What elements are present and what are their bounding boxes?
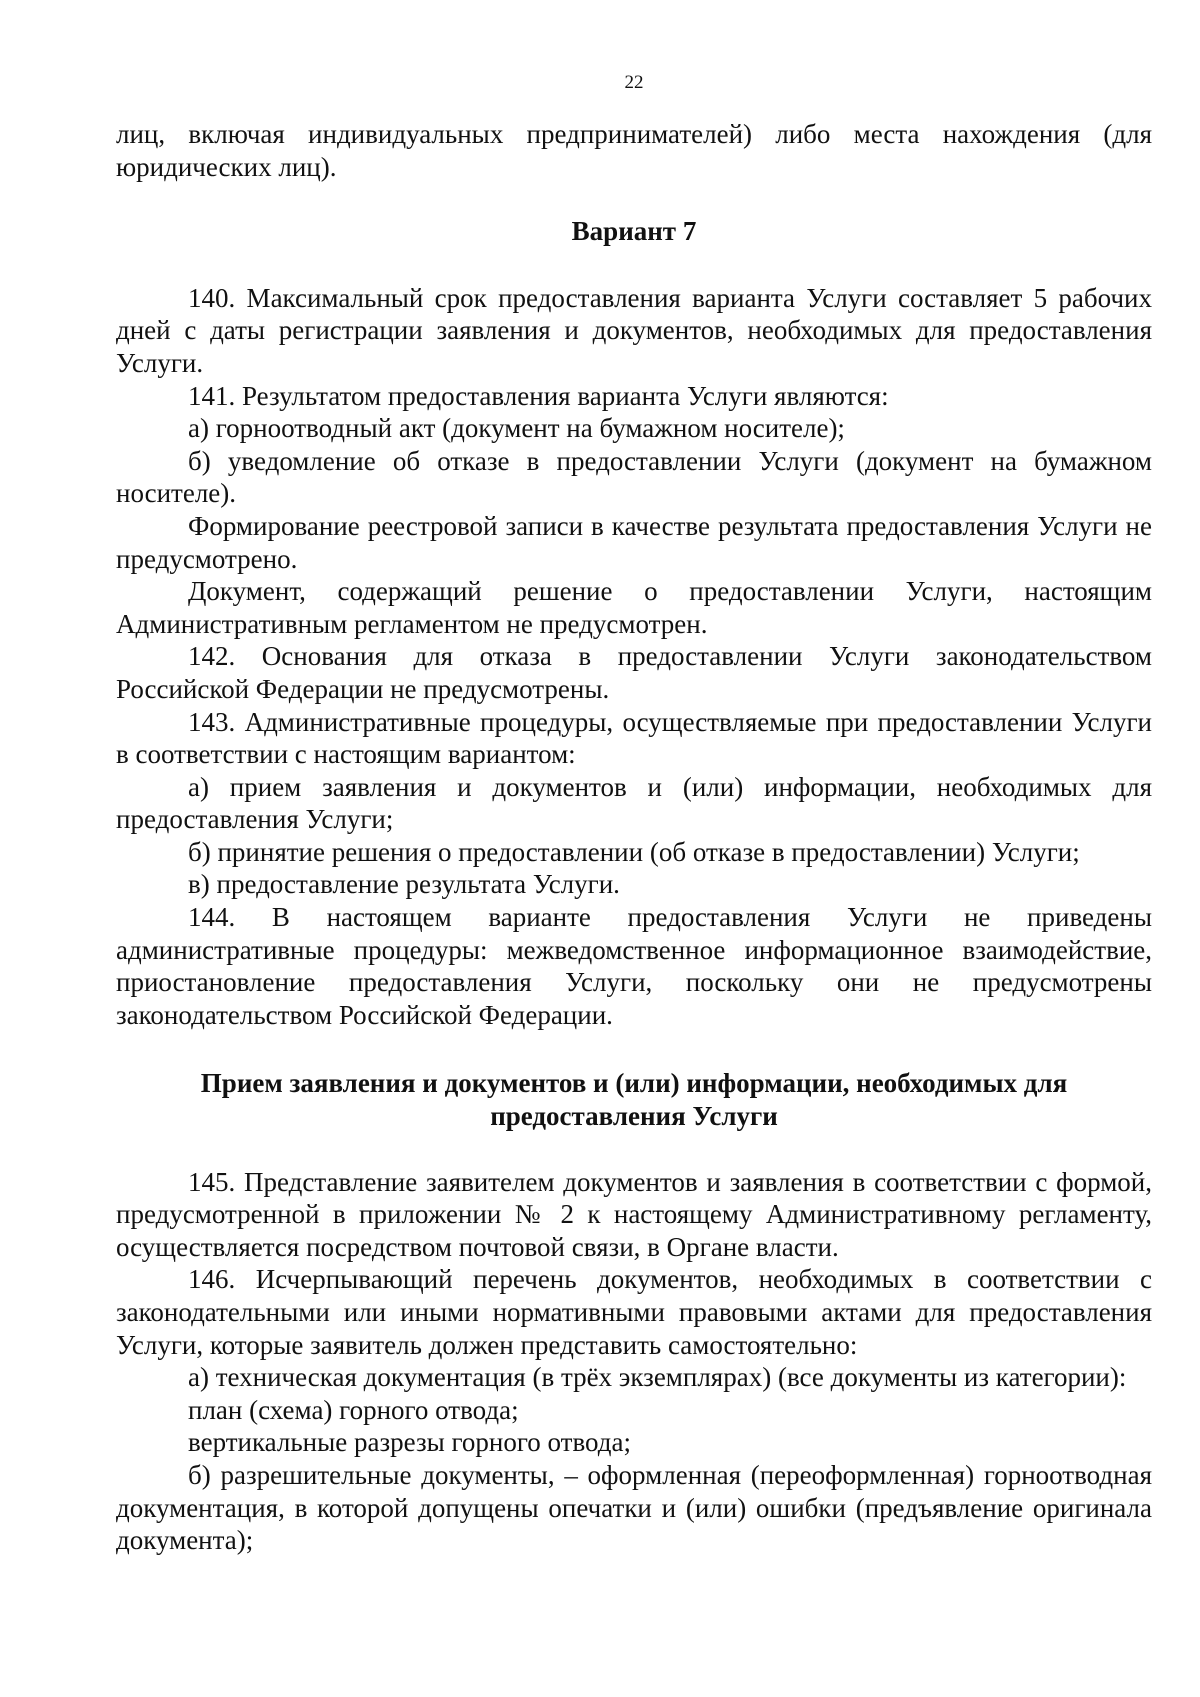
- list-item-143-b: б) принятие решения о предоставлении (об отказе в предоставлении) Услуги;: [188, 836, 1080, 867]
- section-heading: Прием заявления и документов и (или) информации, необходимых для предоставления Услуги: [200, 1068, 1068, 1132]
- paragraph-143: 143. Административные процедуры, осуществляемые при предоставлении Услуги в соответствии с настоящим вариантом:: [116, 706, 1152, 770]
- intro-paragraph: лиц, включая индивидуальных предпринимателей) либо места нахождения (для юридических лиц).: [116, 119, 1152, 182]
- variant-heading: Вариант 7: [571, 216, 697, 247]
- paragraph-145: 145. Представление заявителем документов и заявления в соответствии с формой, предусмотренной в приложении № 2 к настоящему Административному регламенту, осуществляется посредством почтовой связи, в Органе власти.: [116, 1166, 1152, 1262]
- variant-paragraphs: [116, 282, 1152, 1032]
- list-item-vertical-sections: вертикальные разрезы горного отвода;: [188, 1427, 631, 1458]
- list-item-146-b: б) разрешительные документы, – оформленная (переоформленная) горноотводная документация, в которой допущены опечатки и (или) ошибки (предъявление оригинала документа);: [116, 1459, 1152, 1556]
- paragraph-144: 144. В настоящем варианте предоставления Услуги не приведены административные процедуры: межведомственное информационное взаимодействие, приостановление предоставления Услуги, поскольку они не предусмотрены законодательством Российской Федерации.: [116, 902, 1152, 1030]
- list-item-141-b: б) уведомление об отказе в предоставлении Услуги (документ на бумажном носителе).: [116, 445, 1152, 509]
- paragraph-142: 142. Основания для отказа в предоставлении Услуги законодательством Российской Федерации не предусмотрены.: [116, 641, 1152, 704]
- list-item-141-a: а) горноотводный акт (документ на бумажном носителе);: [188, 413, 845, 444]
- list-item-143-c: в) предоставление результата Услуги.: [188, 869, 620, 900]
- paragraph-140: 140. Максимальный срок предоставления варианта Услуги составляет 5 рабочих дней с даты регистрации заявления и документов, необходимых для предоставления Услуги.: [116, 282, 1152, 378]
- paragraph-146: 146. Исчерпывающий перечень документов, необходимых в соответствии с законодательными или иными нормативными правовыми актами для предоставления Услуги, которые заявитель должен представить самостоятельно:: [116, 1264, 1152, 1360]
- document-body: [116, 118, 1152, 1557]
- list-item-143-a: а) прием заявления и документов и (или) информации, необходимых для предоставления Услуги;: [116, 771, 1152, 835]
- list-item-plan: план (схема) горного отвода;: [188, 1394, 519, 1425]
- page-number: 22: [624, 72, 644, 93]
- list-item-146-a: а) техническая документация (в трёх экземплярах) (все документы из категории):: [188, 1362, 1127, 1393]
- paragraph-141: 141. Результатом предоставления варианта Услуги являются:: [188, 380, 889, 411]
- paragraph-registry-record: Формирование реестровой записи в качестве результата предоставления Услуги не предусмотрено.: [116, 510, 1152, 574]
- section-paragraphs: [116, 1166, 1152, 1557]
- paragraph-decision-document: Документ, содержащий решение о предоставлении Услуги, настоящим Административным регламентом не предусмотрен.: [116, 576, 1152, 639]
